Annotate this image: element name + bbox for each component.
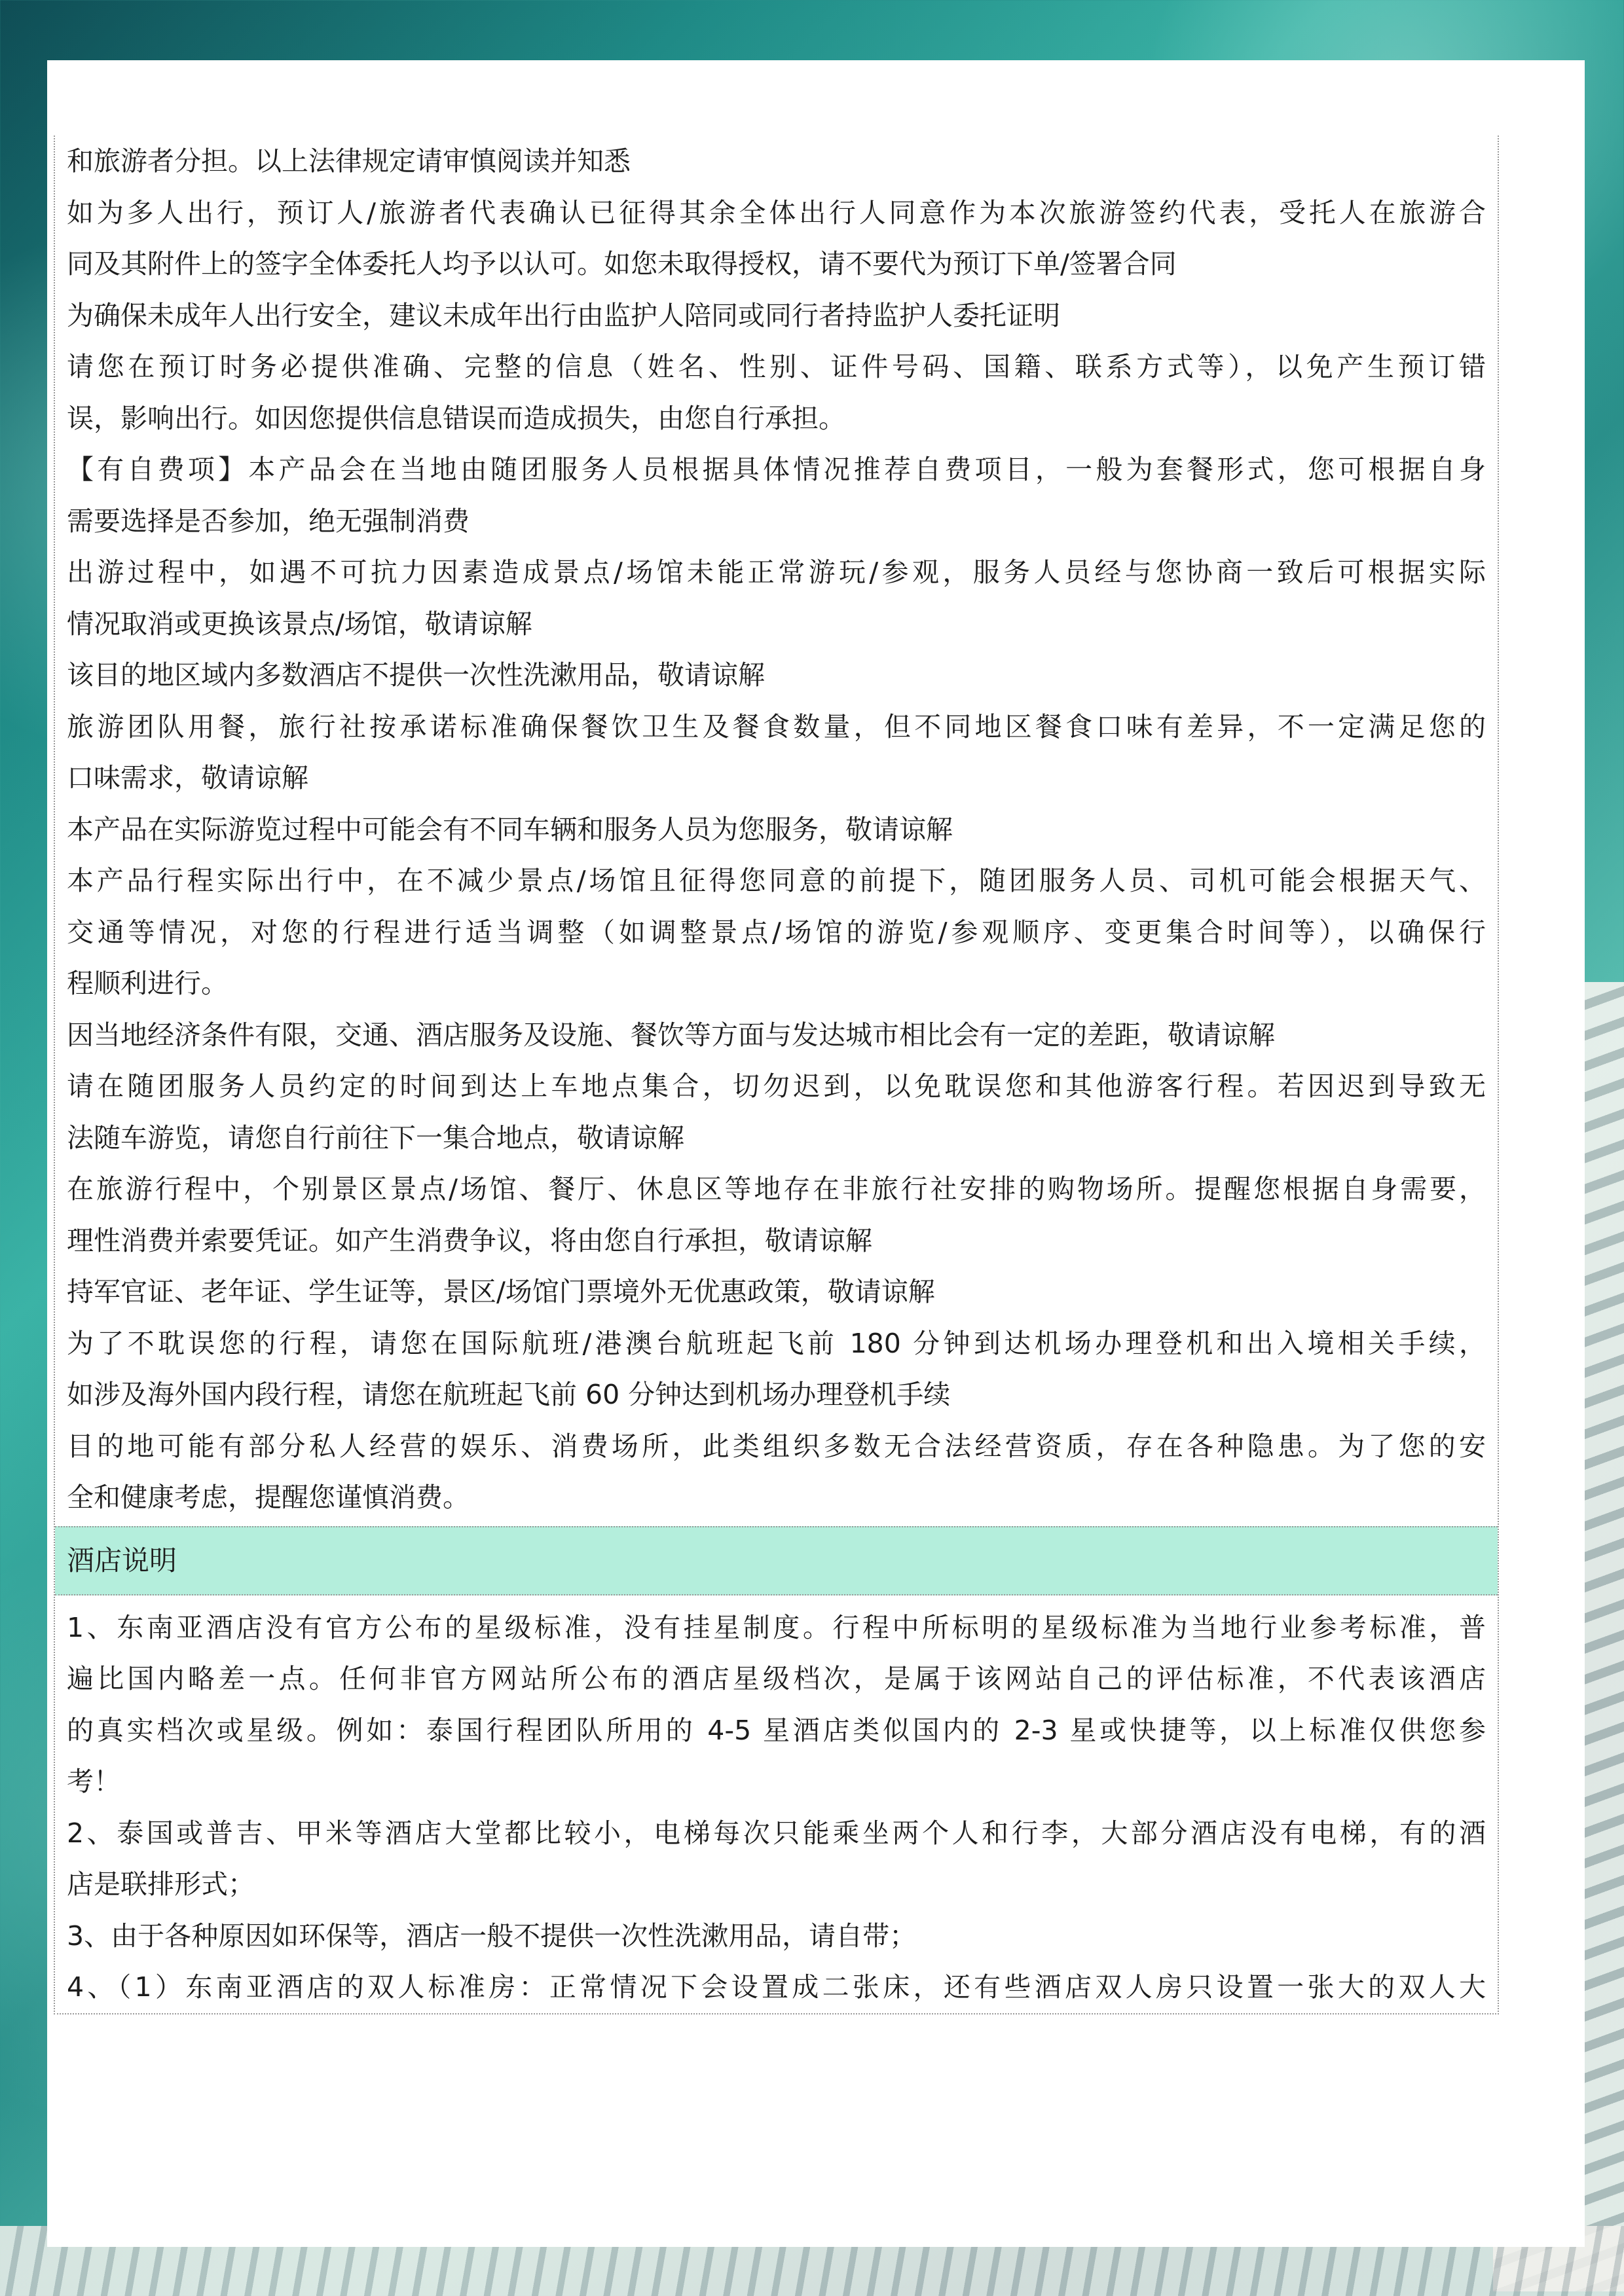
notice-line: 本产品行程实际出行中，在不减少景点/场馆且征得您同意的前提下，随团服务人员、司机可能会根据天气、 — [67, 865, 1486, 896]
notice-line: 和旅游者分担。以上法律规定请审慎阅读并知悉 — [67, 145, 631, 177]
content-table — [54, 136, 1499, 2014]
notice-line: 需要选择是否参加，绝无强制消费 — [67, 505, 470, 537]
hotel-line: 的真实档次或星级。例如：泰国行程团队所用的 4-5 星酒店类似国内的 2-3 星或快捷等，以上标准仅供您参 — [67, 1714, 1486, 1746]
notice-line: 出游过程中，如遇不可抗力因素造成景点/场馆未能正常游玩/参观，服务人员经与您协商一致后可根据实际 — [67, 556, 1486, 588]
hotel-line: 4、（1）东南亚酒店的双人标准房：正常情况下会设置成二张床，还有些酒店双人房只设置一张大的双人大 — [67, 1971, 1486, 2003]
notice-line: 同及其附件上的签字全体委托人均予以认可。如您未取得授权，请不要代为预订下单/签署合同 — [67, 248, 1177, 280]
hotel-section-body — [55, 1595, 1498, 2013]
notice-line: 如涉及海外国内段行程，请您在航班起飞前 60 分钟达到机场办理登机手续 — [67, 1379, 951, 1410]
notice-line: 全和健康考虑，提醒您谨慎消费。 — [67, 1482, 470, 1513]
notice-line: 请在随团服务人员约定的时间到达上车地点集合，切勿迟到，以免耽误您和其他游客行程。若因迟到导致无 — [67, 1070, 1486, 1102]
notice-line: 目的地可能有部分私人经营的娱乐、消费场所，此类组织多数无合法经营资质，存在各种隐患。为了您的安 — [67, 1430, 1486, 1462]
hotel-line: 3、由于各种原因如环保等，酒店一般不提供一次性洗漱用品，请自带； — [67, 1920, 917, 1952]
notice-line: 为了不耽误您的行程，请您在国际航班/港澳台航班起飞前 180 分钟到达机场办理登机和出入境相关手续， — [67, 1327, 1486, 1359]
notice-line: 本产品在实际游览过程中可能会有不同车辆和服务人员为您服务，敬请谅解 — [67, 813, 953, 845]
hotel-line: 遍比国内略差一点。任何非官方网站所公布的酒店星级档次，是属于该网站自己的评估标准，不代表该酒店 — [67, 1663, 1486, 1694]
hotel-line: 2、泰国或普吉、甲米等酒店大堂都比较小，电梯每次只能乘坐两个人和行李，大部分酒店没有电梯，有的酒 — [67, 1817, 1486, 1849]
notice-line: 【有自费项】本产品会在当地由随团服务人员根据具体情况推荐自费项目，一般为套餐形式，您可根据自身 — [67, 454, 1486, 485]
notice-line: 误，影响出行。如因您提供信息错误而造成损失，由您自行承担。 — [67, 402, 845, 434]
notice-line: 如为多人出行，预订人/旅游者代表确认已征得其余全体出行人同意作为本次旅游签约代表，受托人在旅游合 — [67, 196, 1486, 228]
notice-line: 交通等情况，对您的行程进行适当调整（如调整景点/场馆的游览/参观顺序、变更集合时间等），以确保行 — [67, 916, 1486, 948]
notice-line: 因当地经济条件有限，交通、酒店服务及设施、餐饮等方面与发达城市相比会有一定的差距，敬请谅解 — [67, 1019, 1275, 1051]
notice-line: 旅游团队用餐，旅行社按承诺标准确保餐饮卫生及餐食数量，但不同地区餐食口味有差异，不一定满足您的 — [67, 710, 1486, 742]
notice-line: 该目的地区域内多数酒店不提供一次性洗漱用品，敬请谅解 — [67, 659, 765, 691]
notice-line: 情况取消或更换该景点/场馆，敬请谅解 — [67, 608, 532, 640]
notice-line: 口味需求，敬请谅解 — [67, 762, 308, 793]
notice-line: 理性消费并索要凭证。如产生消费争议，将由您自行承担，敬请谅解 — [67, 1224, 872, 1256]
hotel-line: 考！ — [67, 1766, 120, 1797]
notice-line: 在旅游行程中，个别景区景点/场馆、餐厅、休息区等地存在非旅行社安排的购物场所。提醒您根据自身需要， — [67, 1173, 1486, 1205]
notice-line: 请您在预订时务必提供准确、完整的信息（姓名、性别、证件号码、国籍、联系方式等），以免产生预订错 — [67, 351, 1486, 382]
hotel-section-header — [55, 1526, 1498, 1595]
notice-section — [55, 136, 1498, 1523]
notice-line: 法随车游览，请您自行前往下一集合地点，敬请谅解 — [67, 1121, 684, 1154]
notice-line: 持军官证、老年证、学生证等，景区/场馆门票境外无优惠政策，敬请谅解 — [67, 1276, 935, 1307]
hotel-section-title: 酒店说明 — [67, 1544, 177, 1576]
notice-line: 程顺利进行。 — [67, 968, 228, 999]
hotel-line: 1、东南亚酒店没有官方公布的星级标准，没有挂星制度。行程中所标明的星级标准为当地行业参考标准，普 — [67, 1611, 1486, 1643]
notice-line: 为确保未成年人出行安全，建议未成年出行由监护人陪同或同行者持监护人委托证明 — [67, 299, 1060, 331]
hotel-line: 店是联排形式； — [67, 1868, 255, 1900]
